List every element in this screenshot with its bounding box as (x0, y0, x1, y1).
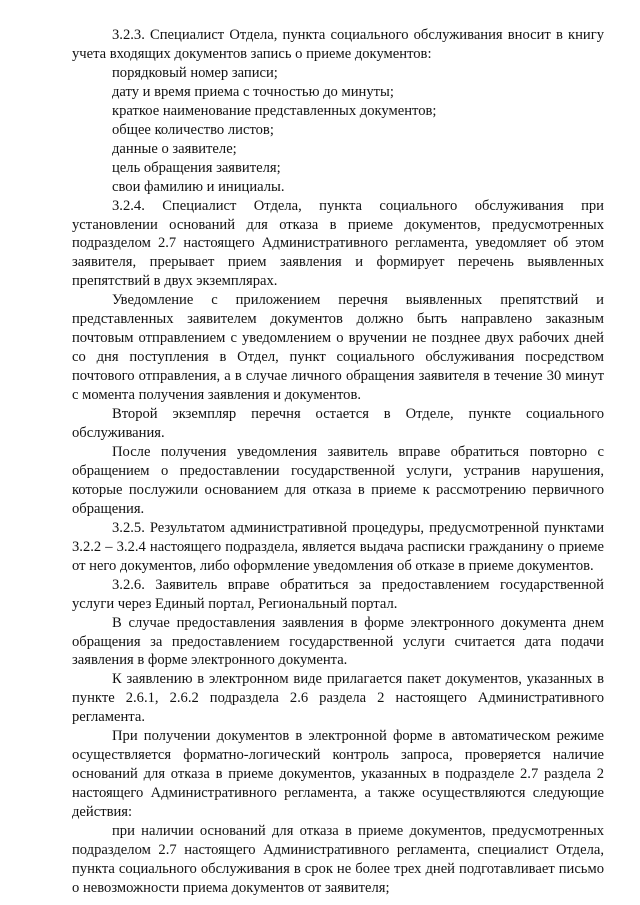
list-item: свои фамилию и инициалы. (112, 178, 285, 195)
list-item: порядковый номер записи; (112, 64, 278, 81)
paragraph-notification: Уведомление с приложением перечня выявленных препятствий и представленных заявителем документов должно быть направлено заказным почтовым отправлением с уведомлением о вручении не позднее двух рабочих дней со дня поступления в Отдел, пункт социального обслуживания посредством почтового отправления, а в случае личного обращения заявителя в течение 30 минут с момента получения заявления и документов. (72, 292, 604, 404)
list-item: дату и время приема с точностью до минуты; (112, 83, 394, 100)
paragraph-format-control: При получении документов в электронной форме в автоматическом режиме осуществляется форматно-логический контроль запроса, проверяется наличие оснований для отказа в приеме документов, указанных в подразделе 2.7 раздела 2 настоящего Административного регламента, а также осуществляются следующие действия: (72, 728, 604, 821)
list-item: краткое наименование представленных документов; (112, 102, 437, 119)
document-page (72, 26, 604, 898)
paragraph-repeat-request: После получения уведомления заявитель вправе обратиться повторно с обращением о предоставлении государственной услуги, устранив нарушения, которые послужили основанием для отказа в приеме к рассмотрению первичного обращения. (72, 443, 604, 517)
paragraph-second-copy: Второй экземпляр перечня остается в Отделе, пункте социального обслуживания. (72, 406, 604, 442)
paragraph-electronic-date: В случае предоставления заявления в форме электронного документа днем обращения за предоставлением государственной услуги считается дата подачи заявления в форме электронного документа. (72, 614, 604, 669)
paragraph-3-2-4: 3.2.4. Специалист Отдела, пункта социального обслуживания при установлении оснований для отказа в приеме документов, предусмотренных подразделом 2.7 настоящего Административного регламента, уведомляет об этом заявителя, прерывает прием заявления и формирует перечень выявленных препятствий в двух экземплярах. (72, 197, 604, 290)
paragraph-3-2-5: 3.2.5. Результатом административной процедуры, предусмотренной пунктами 3.2.2 – 3.2.4 настоящего подраздела, является выдача расписки гражданину о приеме от него документов, либо оформление уведомления об отказе в приеме документов. (72, 519, 604, 574)
paragraph-3-2-6: 3.2.6. Заявитель вправе обратиться за предоставлением государственной услуги через Единый портал, Региональный портал. (72, 576, 604, 612)
list-item: данные о заявителе; (112, 140, 237, 157)
list-item: общее количество листов; (112, 121, 274, 138)
paragraph-refusal-letter: при наличии оснований для отказа в приеме документов, предусмотренных подразделом 2.7 настоящего Административного регламента, специалист Отдела, пункта социального обслуживания в срок не более трех дней подготавливает письмо о невозможности приема документов от заявителя; (72, 823, 604, 896)
paragraph-3-2-3: 3.2.3. Специалист Отдела, пункта социального обслуживания вносит в книгу учета входящих документов запись о приеме документов: (72, 27, 604, 62)
paragraph-electronic-package: К заявлению в электронном виде прилагается пакет документов, указанных в пункте 2.6.1, 2.6.2 подраздела 2.6 раздела 2 настоящего Административного регламента. (72, 671, 604, 726)
list-item: цель обращения заявителя; (112, 159, 281, 176)
